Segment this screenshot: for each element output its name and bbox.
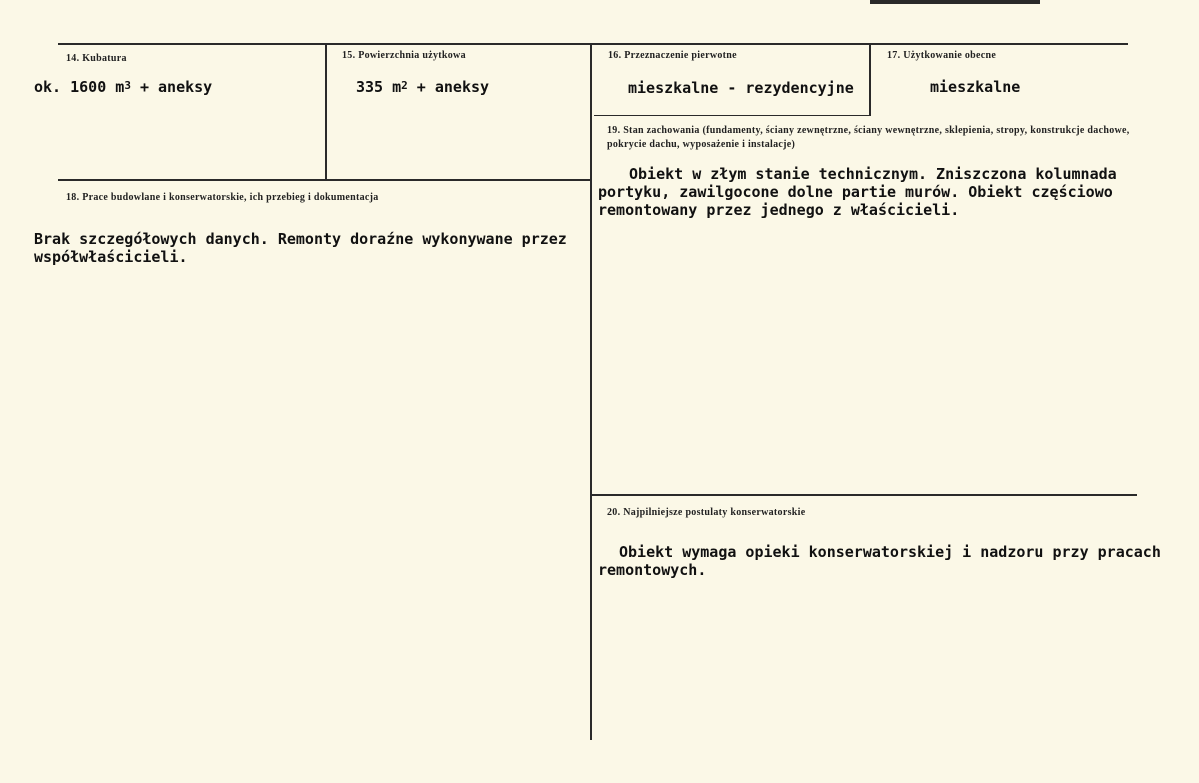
field-16-label: 16. Przeznaczenie pierwotne bbox=[608, 50, 737, 61]
divider-16-17 bbox=[869, 44, 871, 116]
field-19-value: Obiekt w złym stanie technicznym. Zniszczona kolumnada portyku, zawilgocone dolne partie murów. Obiekt częściowo remontowany przez jednego z właścicieli. bbox=[598, 165, 1117, 219]
top-edge-bar bbox=[870, 0, 1040, 4]
field-15-label: 15. Powierzchnia użytkowa bbox=[342, 50, 466, 61]
field-14-value bbox=[34, 78, 212, 96]
divider-left-right bbox=[590, 44, 592, 740]
top-rule bbox=[58, 43, 1128, 45]
field-14-value-main: ok. 1600 m bbox=[34, 78, 125, 96]
field-15-value-main: 335 m bbox=[356, 78, 402, 96]
rule-20-top bbox=[591, 494, 1137, 496]
field-16-value: mieszkalne - rezydencyjne bbox=[628, 79, 854, 97]
field-19-label: 19. Stan zachowania (fundamenty, ściany zewnętrzne, ściany wewnętrzne, sklepienia, stropy, konstrukcje dachowe, pokrycie dachu, wyposażenie i instalacje) bbox=[607, 125, 1130, 150]
field-20-value: Obiekt wymaga opieki konserwatorskiej i nadzoru przy pracach remontowych. bbox=[598, 543, 1161, 579]
field-15-exponent: 2 bbox=[401, 79, 408, 92]
field-18-label: 18. Prace budowlane i konserwatorskie, ich przebieg i dokumentacja bbox=[66, 192, 379, 203]
field-14-exponent: 3 bbox=[124, 79, 131, 92]
field-14-label: 14. Kubatura bbox=[66, 53, 127, 64]
field-15-value-suffix: + aneksy bbox=[407, 78, 490, 96]
rule-16-bottom bbox=[594, 115, 869, 116]
field-17-value: mieszkalne bbox=[930, 78, 1021, 96]
field-14-value-suffix: + aneksy bbox=[130, 78, 213, 96]
field-20-label: 20. Najpilniejsze postulaty konserwatorskie bbox=[607, 507, 806, 518]
divider-14-15 bbox=[325, 44, 327, 180]
field-15-value bbox=[356, 78, 489, 96]
field-18-value: Brak szczegółowych danych. Remonty doraźne wykonywane przez współwłaścicieli. bbox=[34, 230, 567, 266]
field-17-label: 17. Użytkowanie obecne bbox=[887, 50, 997, 61]
